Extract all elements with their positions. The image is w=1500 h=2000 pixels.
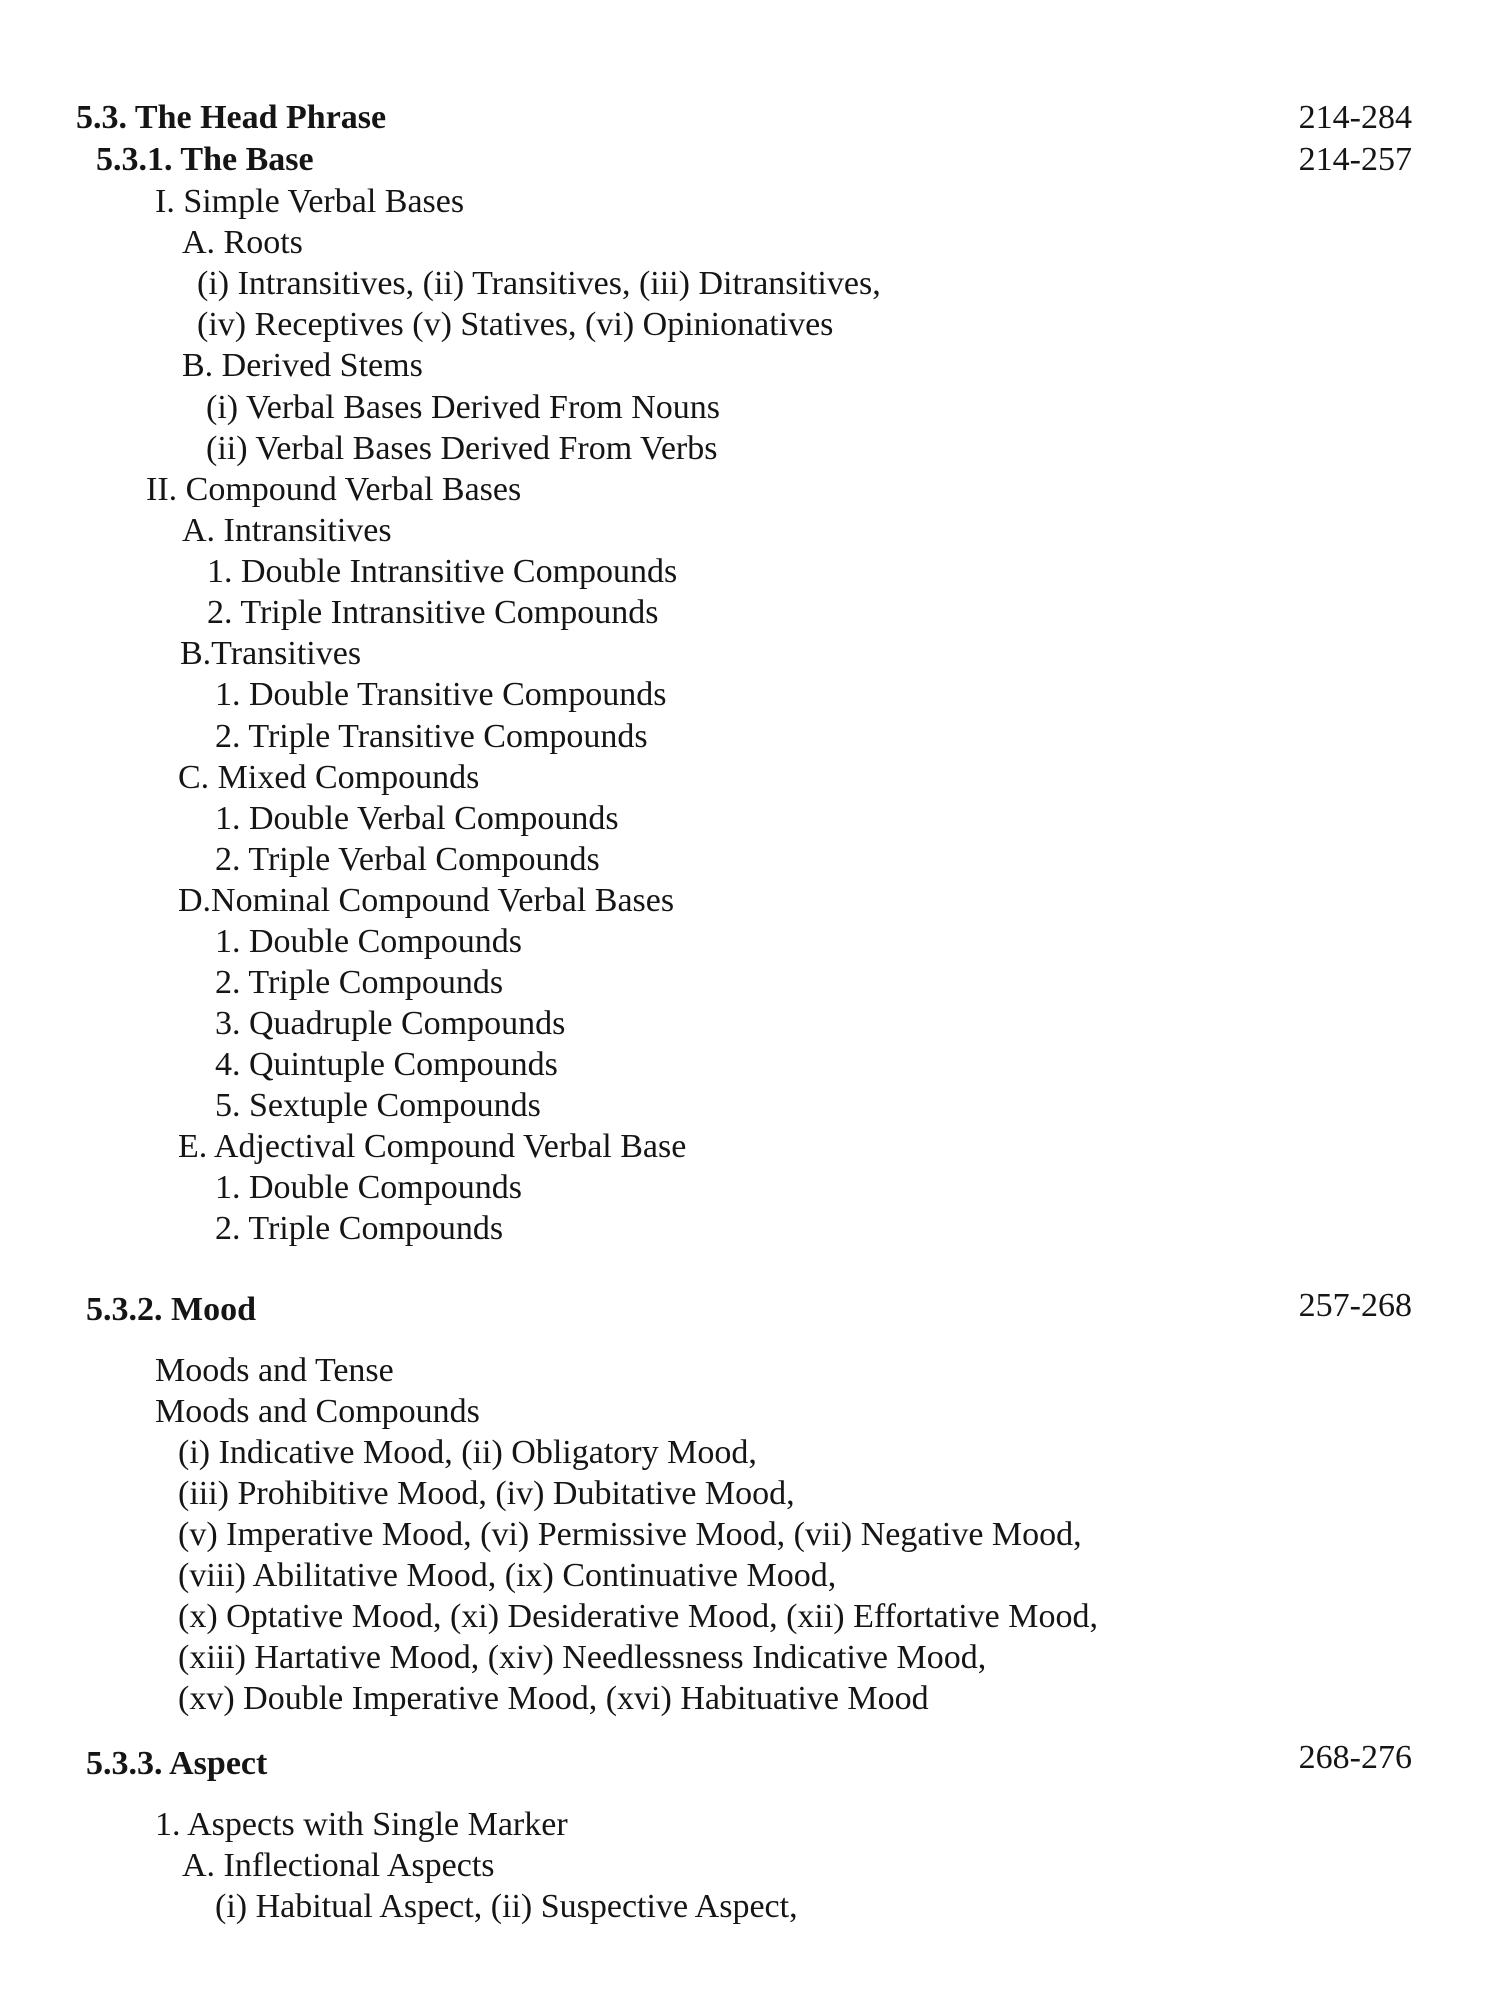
toc-entry: 2. Triple Transitive Compounds	[215, 718, 648, 755]
toc-entry: (i) Intransitives, (ii) Transitives, (iii) Ditransitives,	[197, 265, 881, 302]
toc-entry: 1. Double Intransitive Compounds	[207, 553, 678, 590]
toc-entry: C. Mixed Compounds	[178, 759, 480, 796]
toc-entry: (v) Imperative Mood, (vi) Permissive Mood, (vii) Negative Mood,	[178, 1516, 1082, 1553]
toc-entry: E. Adjectival Compound Verbal Base	[178, 1128, 687, 1165]
toc-entry: 2. Triple Intransitive Compounds	[207, 594, 659, 631]
section-pages: 257-268	[1298, 1287, 1412, 1324]
toc-entry: 2. Triple Compounds	[215, 964, 504, 1001]
toc-entry: (xv) Double Imperative Mood, (xvi) Habituative Mood	[178, 1680, 929, 1717]
section-title: 5.3.1. The Base	[96, 141, 314, 178]
toc-entry: D.Nominal Compound Verbal Bases	[178, 882, 675, 919]
toc-entry: (i) Habitual Aspect, (ii) Suspective Aspect,	[215, 1888, 798, 1925]
toc-entry: B. Derived Stems	[182, 347, 423, 384]
toc-entry: A. Roots	[182, 224, 303, 261]
toc-entry: II. Compound Verbal Bases	[146, 471, 522, 508]
toc-entry: 1. Double Compounds	[215, 923, 522, 960]
toc-entry: A. Inflectional Aspects	[182, 1847, 495, 1884]
toc-entry: 2. Triple Compounds	[215, 1210, 504, 1247]
toc-entry: B.Transitives	[180, 635, 362, 672]
toc-entry: 1. Aspects with Single Marker	[155, 1806, 568, 1843]
toc-entry: 1. Double Transitive Compounds	[215, 676, 667, 713]
toc-entry: (i) Indicative Mood, (ii) Obligatory Mood,	[178, 1434, 757, 1471]
toc-entry: 1. Double Compounds	[215, 1169, 522, 1206]
toc-entry: (iii) Prohibitive Mood, (iv) Dubitative Mood,	[178, 1475, 795, 1512]
toc-entry: (i) Verbal Bases Derived From Nouns	[206, 389, 721, 426]
toc-entry: (xiii) Hartative Mood, (xiv) Needlessness Indicative Mood,	[178, 1639, 987, 1676]
toc-entry: Moods and Compounds	[155, 1393, 480, 1430]
toc-entry: 2. Triple Verbal Compounds	[215, 841, 600, 878]
toc-entry: (iv) Receptives (v) Statives, (vi) Opinionatives	[197, 306, 834, 343]
toc-heading-pages: 214-284	[1298, 99, 1412, 136]
toc-entry: A. Intransitives	[182, 512, 392, 549]
toc-entry: I. Simple Verbal Bases	[155, 183, 465, 220]
toc-entry: 1. Double Verbal Compounds	[215, 800, 619, 837]
section-pages: 268-276	[1298, 1739, 1412, 1776]
section-title: 5.3.3. Aspect	[86, 1745, 268, 1782]
toc-entry: 4. Quintuple Compounds	[215, 1046, 558, 1083]
toc-entry: (ii) Verbal Bases Derived From Verbs	[206, 430, 718, 467]
section-pages: 214-257	[1298, 141, 1412, 178]
toc-entry: 5. Sextuple Compounds	[215, 1087, 541, 1124]
section-title: 5.3.2. Mood	[86, 1291, 256, 1328]
toc-heading-title: 5.3. The Head Phrase	[76, 99, 387, 136]
toc-entry: Moods and Tense	[155, 1352, 394, 1389]
toc-entry: (viii) Abilitative Mood, (ix) Continuative Mood,	[178, 1557, 837, 1594]
toc-entry: 3. Quadruple Compounds	[215, 1005, 566, 1042]
toc-entry: (x) Optative Mood, (xi) Desiderative Mood, (xii) Effortative Mood,	[178, 1598, 1098, 1635]
